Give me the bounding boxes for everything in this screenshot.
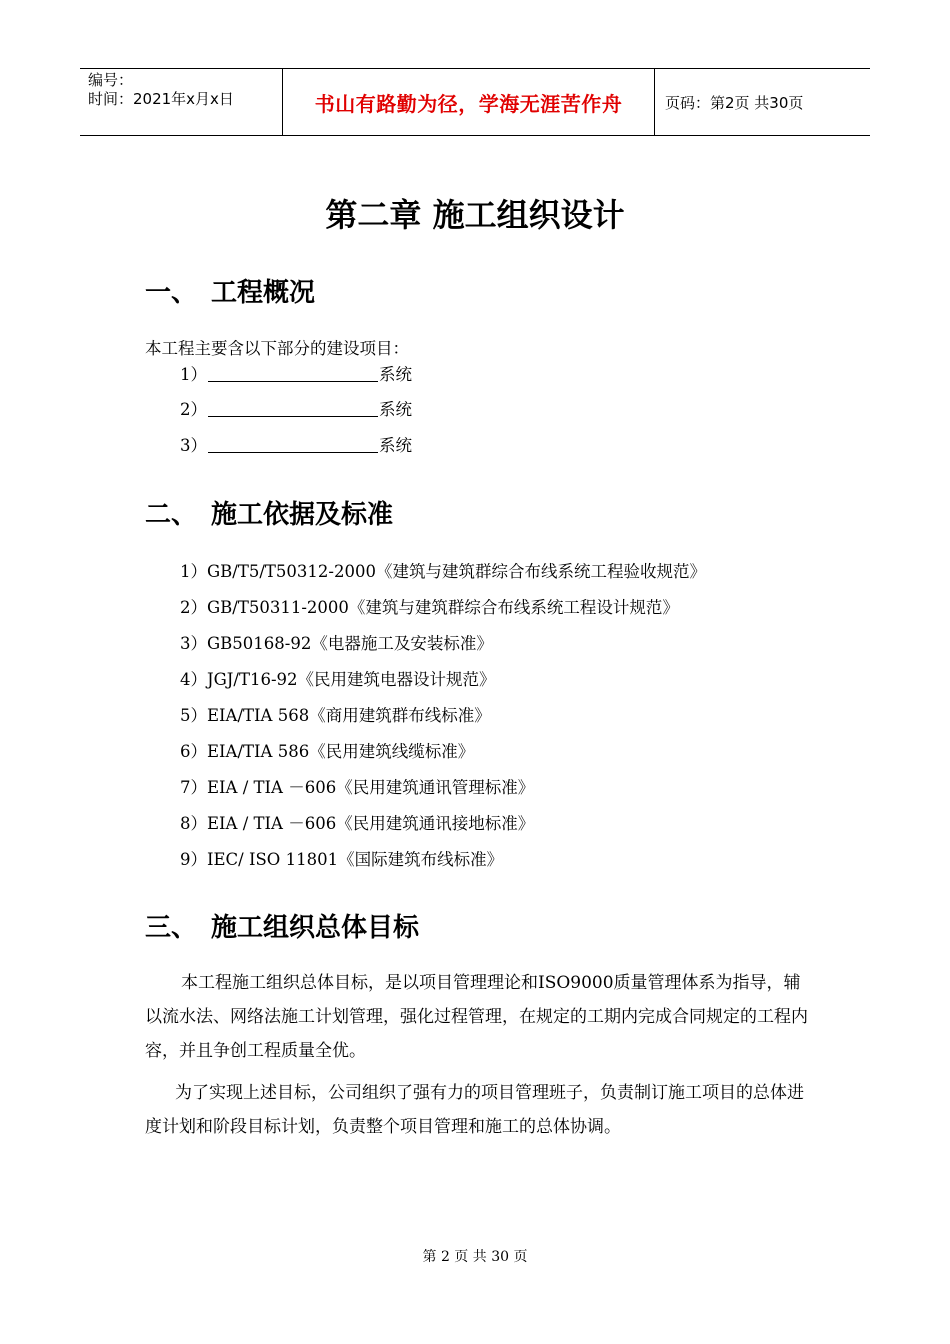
section-number: 一、 xyxy=(145,278,198,308)
item-prefix: 1） xyxy=(180,365,207,384)
section-heading-1 xyxy=(145,272,315,309)
page-footer: 第 2 页 共 30 页 xyxy=(422,1249,528,1265)
chapter-title: 第二章 施工组织设计 xyxy=(325,196,625,234)
item-prefix: 3） xyxy=(180,436,207,455)
section-title: 工程概况 xyxy=(211,278,316,308)
standard-item: 8）EIA / TIA －606《民用建筑通讯接地标准》 xyxy=(180,814,535,833)
blank-line xyxy=(208,365,378,382)
section-heading-3 xyxy=(145,907,419,944)
page-header xyxy=(80,68,870,136)
standard-item: 5）EIA/TIA 568《商用建筑群布线标准》 xyxy=(180,706,491,725)
section1-intro: 本工程主要含以下部分的建设项目： xyxy=(145,339,409,358)
project-item xyxy=(180,432,412,456)
item-prefix: 2） xyxy=(180,400,207,419)
standard-item: 7）EIA / TIA －606《民用建筑通讯管理标准》 xyxy=(180,778,535,797)
blank-line xyxy=(208,400,378,417)
item-suffix: 系统 xyxy=(379,365,412,384)
standard-item: 2）GB/T50311-2000《建筑与建筑群综合布线系统工程设计规范》 xyxy=(180,598,679,617)
section-title: 施工组织总体目标 xyxy=(211,913,420,943)
header-motto-cell xyxy=(282,69,655,135)
header-time-label: 时间：2021年x月x日 xyxy=(88,90,234,108)
item-suffix: 系统 xyxy=(379,400,412,419)
standard-item: 1）GB/T5/T50312-2000《建筑与建筑群综合布线系统工程验收规范》 xyxy=(180,562,706,581)
section-number: 二、 xyxy=(145,500,198,530)
section3-paragraph-1: 本工程施工组织总体目标，是以项目管理理论和ISO9000质量管理体系为指导，辅以流水法、网络法施工计划管理，强化过程管理，在规定的工期内完成合同规定的工程内容，并且争创工程质量全优。 xyxy=(145,973,808,1061)
section-number: 三、 xyxy=(145,913,198,943)
header-page-info: 页码：第2页 共30页 xyxy=(665,93,804,112)
project-item xyxy=(180,361,412,385)
section-heading-2 xyxy=(145,494,393,531)
project-item xyxy=(180,396,412,420)
header-meta xyxy=(80,69,282,135)
section3-paragraph-2: 为了实现上述目标，公司组织了强有力的项目管理班子，负责制订施工项目的总体进度计划和阶段目标计划，负责整个项目管理和施工的总体协调。 xyxy=(145,1083,804,1137)
standard-item: 4）JGJ/T16-92《民用建筑电器设计规范》 xyxy=(180,670,496,689)
standard-item: 9）IEC/ ISO 11801《国际建筑布线标准》 xyxy=(180,850,504,869)
standard-item: 6）EIA/TIA 586《民用建筑线缆标准》 xyxy=(180,742,475,761)
standard-item: 3）GB50168-92《电器施工及安装标准》 xyxy=(180,634,493,653)
blank-line xyxy=(208,436,378,453)
section-title: 施工依据及标准 xyxy=(211,500,394,530)
header-number-label: 编号： xyxy=(88,71,134,89)
item-suffix: 系统 xyxy=(379,436,412,455)
header-motto: 书山有路勤为径，学海无涯苦作舟 xyxy=(314,91,623,116)
